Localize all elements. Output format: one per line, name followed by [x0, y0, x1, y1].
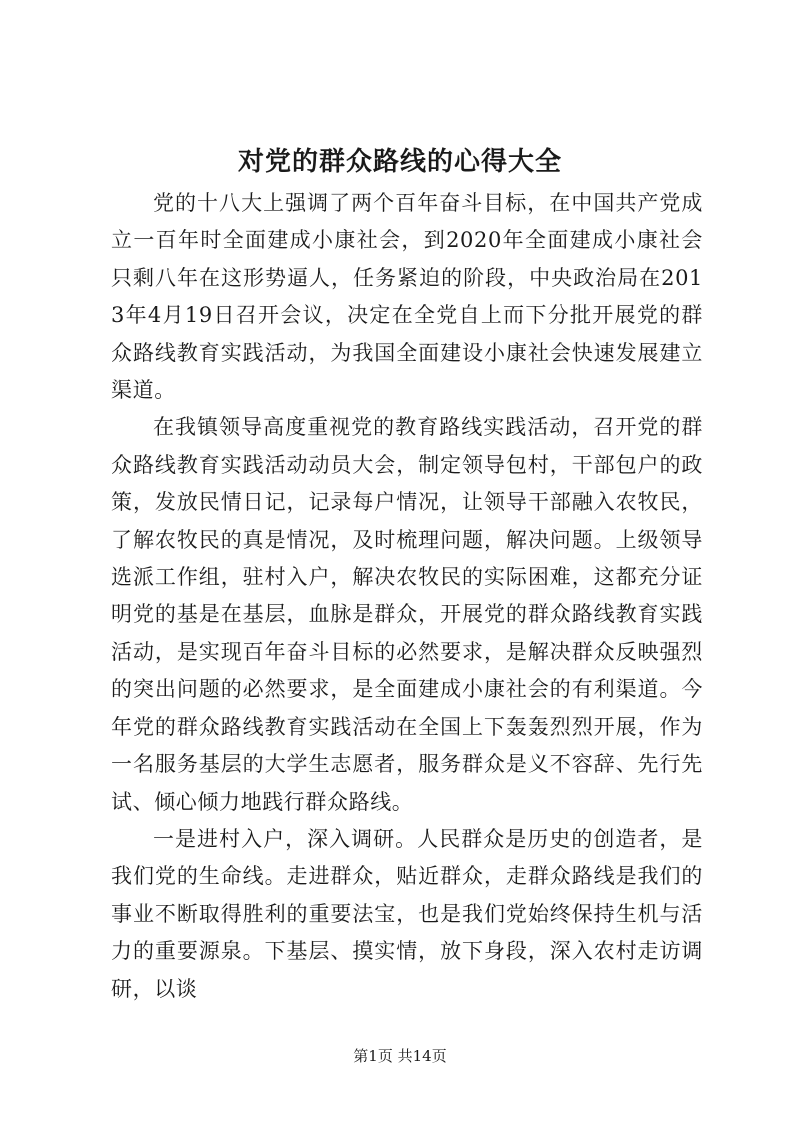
document-title: 对党的群众路线的心得大全 [237, 147, 562, 177]
paragraph-2: 在我镇领导高度重视党的教育路线实践活动，召开党的群众路线教育实践活动动员大会，制定领导包村，干部包户的政策，发放民情日记，记录每户情况，让领导干部融入农牧民，了解农牧民的真是情况，及时梳理问题，解决问题。上级领导选派工作组，驻村入户，解决农牧民的实际困难，这都充分证明党的基是在基层，血脉是群众，开展党的群众路线教育实践活动，是实现百年奋斗目标的必然要求，是解决群众反映强烈的突出问题的必然要求，是全面建成小康社会的有利渠道。今年党的群众路线教育实践活动在全国上下轰轰烈烈开展，作为一名服务基层的大学生志愿者，服务群众是义不容辞、先行先试、倾心倾力地践行群众路线。 [111, 415, 703, 814]
paragraph-1: 党的十八大上强调了两个百年奋斗目标，在中国共产党成立一百年时全面建成小康社会，到2020年全面建成小康社会只剩八年在这形势逼人，任务紧迫的阶段，中央政治局在2013年4月19日召开会议，决定在全党自上而下分批开展党的群众路线教育实践活动，为我国全面建设小康社会快速发展建立渠道。 [111, 191, 703, 403]
page-number-footer: 第1页 共14页 [353, 1047, 447, 1065]
document-body [111, 185, 703, 1008]
paragraph-3: 一是进村入户，深入调研。人民群众是历史的创造者，是我们党的生命线。走进群众，贴近群众，走群众路线是我们的事业不断取得胜利的重要法宝，也是我们党始终保持生机与活力的重要源泉。下基层、摸实情，放下身段，深入农村走访调研，以谈 [111, 826, 703, 1001]
